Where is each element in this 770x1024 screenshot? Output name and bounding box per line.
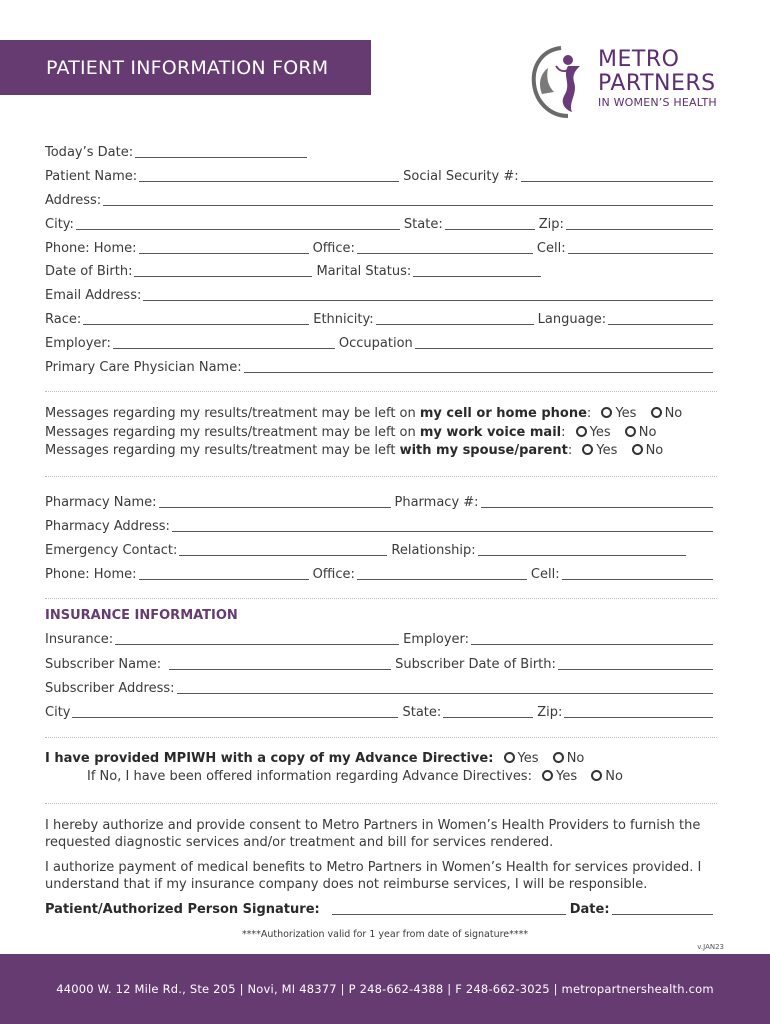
no-label: No xyxy=(664,406,683,421)
state-label: State: xyxy=(402,705,442,720)
cell-phone-label: Cell: xyxy=(530,567,560,582)
address-field[interactable] xyxy=(103,191,713,206)
insurance-row xyxy=(45,630,717,648)
footer-contact: 44000 W. 12 Mile Rd., Ste 205 | Novi, MI 48377 | P 248-662-4388 | F 248-662-3025 | metropartnershealth.com xyxy=(0,954,770,1024)
city-field[interactable] xyxy=(76,215,400,230)
section-divider xyxy=(45,476,717,477)
todays-date-label: Today’s Date: xyxy=(45,145,134,160)
phone-row xyxy=(45,239,717,257)
radio-yes-icon[interactable] xyxy=(582,444,593,455)
dob-label: Date of Birth: xyxy=(45,264,133,279)
insurance-city-row xyxy=(45,703,717,721)
state-label: State: xyxy=(403,217,443,232)
insurance-employer-label: Employer: xyxy=(403,632,470,647)
city-label: City: xyxy=(45,217,74,232)
pcp-label: Primary Care Physician Name: xyxy=(45,360,242,375)
pcp-row xyxy=(45,358,717,376)
office-phone-label: Office: xyxy=(312,567,355,582)
no-label: No xyxy=(566,751,585,766)
subscriber-address-field[interactable] xyxy=(177,679,714,694)
message-pref-bold: with my spouse/parent xyxy=(399,443,568,458)
subscriber-name-row xyxy=(45,655,717,673)
state-field[interactable] xyxy=(443,703,533,718)
employer-label: Employer: xyxy=(45,336,111,351)
emergency-contact-row xyxy=(45,541,717,559)
signature-row xyxy=(45,900,717,918)
subscriber-address-row xyxy=(45,679,717,697)
no-label: No xyxy=(645,443,664,458)
city-row xyxy=(45,215,717,233)
date-field[interactable] xyxy=(612,900,713,915)
zip-label: Zip: xyxy=(537,705,563,720)
insurance-label: Insurance: xyxy=(45,632,114,647)
cell-phone-field[interactable] xyxy=(562,565,713,580)
pharmacy-address-field[interactable] xyxy=(172,517,713,532)
phone-home-label: Phone: Home: xyxy=(45,241,137,256)
relationship-field[interactable] xyxy=(478,541,686,556)
section-divider xyxy=(45,598,717,599)
marital-status-field[interactable] xyxy=(413,262,541,277)
city-field[interactable] xyxy=(72,703,398,718)
cell-phone-label: Cell: xyxy=(536,241,566,256)
radio-no-icon[interactable] xyxy=(651,407,662,418)
no-label: No xyxy=(638,425,657,440)
todays-date-row xyxy=(45,143,717,161)
city-label: City xyxy=(45,705,71,720)
message-pref-text: Messages regarding my results/treatment may be left on xyxy=(45,406,420,421)
pharmacy-name-row xyxy=(45,493,717,511)
pharmacy-name-label: Pharmacy Name: xyxy=(45,495,157,510)
yes-label: Yes xyxy=(517,751,539,766)
advance-directive-row xyxy=(45,751,584,767)
zip-field[interactable] xyxy=(564,703,713,718)
payment-authorization-paragraph: I authorize payment of medical benefits to Metro Partners in Women’s Health for services provided. I understand that if my insurance company does not reimburse services, I will be responsible. xyxy=(45,860,702,892)
phone-home-field[interactable] xyxy=(139,565,309,580)
employer-field[interactable] xyxy=(113,334,335,349)
subscriber-address-label: Subscriber Address: xyxy=(45,681,175,696)
phone-home-field[interactable] xyxy=(139,239,309,254)
language-field[interactable] xyxy=(608,310,713,325)
insurance-employer-field[interactable] xyxy=(471,630,713,645)
pharmacy-number-label: Pharmacy #: xyxy=(394,495,479,510)
radio-no-icon[interactable] xyxy=(632,444,643,455)
advance-directive-question: I have provided MPIWH with a copy of my Advance Directive: xyxy=(45,751,494,766)
yes-label: Yes xyxy=(589,425,611,440)
radio-yes-icon[interactable] xyxy=(542,770,553,781)
relationship-label: Relationship: xyxy=(391,543,476,558)
colon: : xyxy=(561,425,566,440)
employer-row xyxy=(45,334,717,352)
pharmacy-address-row xyxy=(45,517,717,535)
state-field[interactable] xyxy=(445,215,535,230)
dob-row xyxy=(45,262,717,280)
yes-label: Yes xyxy=(615,406,637,421)
section-divider xyxy=(45,391,717,392)
address-row xyxy=(45,191,717,209)
authorization-validity-note: ****Authorization valid for 1 year from date of signature**** xyxy=(241,929,529,940)
zip-label: Zip: xyxy=(538,217,564,232)
ssn-field[interactable] xyxy=(521,167,713,182)
race-label: Race: xyxy=(45,312,82,327)
message-pref-spouse xyxy=(45,443,663,459)
message-pref-text: Messages regarding my results/treatment may be left xyxy=(45,443,400,458)
race-field[interactable] xyxy=(83,310,309,325)
no-label: No xyxy=(605,769,623,784)
signature-field[interactable] xyxy=(332,900,566,915)
email-row xyxy=(45,286,717,304)
subscriber-name-label: Subscriber Name: xyxy=(45,657,162,672)
office-phone-field[interactable] xyxy=(357,565,527,580)
address-label: Address: xyxy=(45,193,102,208)
woman-silhouette-logo-icon xyxy=(528,44,594,120)
insurance-section-title: INSURANCE INFORMATION xyxy=(45,608,238,623)
email-label: Email Address: xyxy=(45,288,142,303)
section-divider xyxy=(45,737,717,738)
pharmacy-name-field[interactable] xyxy=(159,493,391,508)
pharmacy-number-field[interactable] xyxy=(481,493,713,508)
occupation-label: Occupation xyxy=(338,336,413,351)
race-row xyxy=(45,310,717,328)
form-version: v.JAN23 xyxy=(697,943,724,951)
patient-name-label: Patient Name: xyxy=(45,169,138,184)
company-logo xyxy=(528,44,728,120)
advance-directive-followup-row xyxy=(87,769,623,785)
occupation-field[interactable] xyxy=(415,334,713,349)
logo-text-tagline: IN WOMEN’S HEALTH xyxy=(598,96,717,109)
message-pref-bold: my cell or home phone xyxy=(419,406,587,421)
radio-yes-icon[interactable] xyxy=(601,407,612,418)
language-label: Language: xyxy=(537,312,607,327)
date-label: Date: xyxy=(569,902,610,917)
pcp-field[interactable] xyxy=(244,358,713,373)
todays-date-field[interactable] xyxy=(135,143,307,158)
patient-name-row xyxy=(45,167,717,185)
radio-no-icon[interactable] xyxy=(591,770,602,781)
ethnicity-label: Ethnicity: xyxy=(313,312,374,327)
insurance-field[interactable] xyxy=(115,630,399,645)
emergency-contact-field[interactable] xyxy=(179,541,387,556)
office-phone-field[interactable] xyxy=(357,239,533,254)
message-pref-bold: my work voice mail xyxy=(419,425,562,440)
marital-status-label: Marital Status: xyxy=(316,264,412,279)
section-divider xyxy=(45,803,717,804)
advance-directive-followup: If No, I have been offered information regarding Advance Directives: xyxy=(87,769,532,784)
email-field[interactable] xyxy=(143,286,713,301)
subscriber-dob-label: Subscriber Date of Birth: xyxy=(395,657,556,672)
logo-text-metro: METRO xyxy=(598,47,680,72)
zip-field[interactable] xyxy=(566,215,713,230)
message-pref-work xyxy=(45,425,656,441)
message-pref-text: Messages regarding my results/treatment may be left on xyxy=(45,425,420,440)
logo-text-partners: PARTNERS xyxy=(598,71,716,96)
consent-paragraph: I hereby authorize and provide consent to Metro Partners in Women’s Health Providers to furnish the requested diagnostic services and/or treatment and bill for services rendered. xyxy=(45,818,701,850)
emergency-contact-label: Emergency Contact: xyxy=(45,543,178,558)
dob-field[interactable] xyxy=(134,262,312,277)
colon: : xyxy=(567,443,573,458)
radio-no-icon[interactable] xyxy=(625,426,636,437)
cell-phone-field[interactable] xyxy=(568,239,713,254)
subscriber-name-field[interactable] xyxy=(169,655,391,670)
phone-home-label: Phone: Home: xyxy=(45,567,137,582)
yes-label: Yes xyxy=(596,443,618,458)
yes-label: Yes xyxy=(556,769,578,784)
radio-yes-icon[interactable] xyxy=(576,426,587,437)
radio-no-icon[interactable] xyxy=(553,752,564,763)
emergency-phone-row xyxy=(45,565,717,583)
pharmacy-address-label: Pharmacy Address: xyxy=(45,519,170,534)
ethnicity-field[interactable] xyxy=(376,310,534,325)
subscriber-dob-field[interactable] xyxy=(558,655,713,670)
radio-yes-icon[interactable] xyxy=(504,752,515,763)
patient-name-field[interactable] xyxy=(139,167,399,182)
ssn-label: Social Security #: xyxy=(403,169,519,184)
signature-label: Patient/Authorized Person Signature: xyxy=(45,902,320,917)
message-pref-cell xyxy=(45,406,682,422)
colon: : xyxy=(586,406,592,421)
form-title: PATIENT INFORMATION FORM xyxy=(0,40,371,95)
office-phone-label: Office: xyxy=(312,241,355,256)
